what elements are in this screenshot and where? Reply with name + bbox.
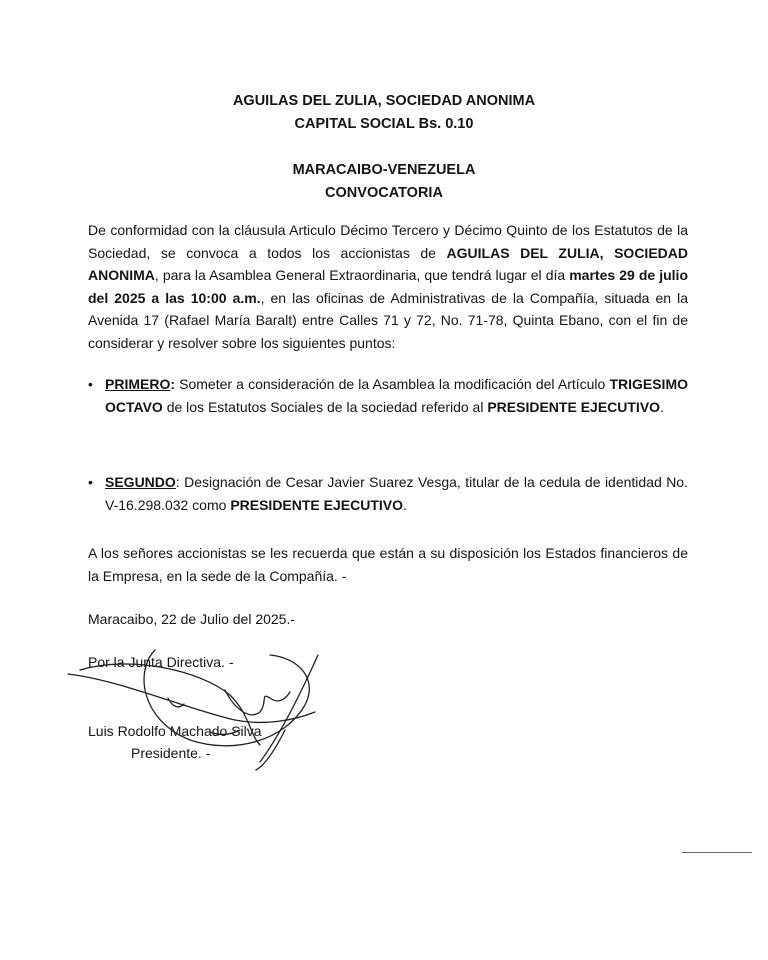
point-text-2: .	[403, 496, 407, 513]
signer-name: Luis Rodolfo Machado Silva	[88, 723, 262, 739]
intro-company-bold: AGUILAS DEL ZULIA, SOCIEDAD ANONIMA	[88, 244, 688, 283]
point-text-3: .	[660, 398, 664, 415]
point-label: PRIMERO	[105, 376, 171, 392]
capital-social: CAPITAL SOCIAL Bs. 0.10	[294, 116, 474, 132]
city-heading: MARACAIBO-VENEZUELA	[292, 162, 476, 178]
point-bold-1: PRESIDENTE EJECUTIVO	[230, 496, 404, 513]
intro-text-2: , para la Asamblea General Extraordinaria, que tendrá lugar el día	[154, 267, 570, 283]
board-line: Por la Junta Directiva. -	[88, 654, 234, 670]
point-label-sep: :	[170, 376, 176, 392]
document-title: CONVOCATORIA	[325, 185, 443, 201]
point-bold-2: PRESIDENTE EJECUTIVO	[487, 398, 661, 415]
point-text-2: de los Estatutos Sociales de la sociedad referido al	[162, 398, 488, 415]
point-bold-1: TRIGESIMO OCTAVO	[105, 376, 688, 415]
intro-text-3: , en las oficinas de Administrativas de la Compañía, situada en la Avenida 17 (Rafael María Baralt) entre Calles 71 y 72, No. 71-78, Quinta Ebano, con el fin de considerar y resolver sobre los siguientes puntos:	[88, 289, 688, 351]
company-name: AGUILAS DEL ZULIA, SOCIEDAD ANONIMA	[232, 93, 536, 109]
date-line: Maracaibo, 22 de Julio del 2025.-	[88, 611, 296, 627]
point-label: SEGUNDO	[105, 474, 176, 490]
point-text-1: Designación de Cesar Javier Suarez Vesga, titular de la cedula de identidad No. V-16.298.032 como	[105, 474, 688, 513]
point-text-1: Someter a consideración de la Asamblea la modificación del Artículo	[175, 376, 610, 392]
point-label-sep: :	[175, 474, 180, 490]
bullet-icon: •	[88, 376, 93, 392]
bullet-icon: •	[88, 474, 93, 490]
stray-line	[682, 852, 752, 853]
intro-paragraph	[88, 219, 688, 354]
intro-date-bold: martes 29 de julio del 2025 a las 10:00 a.m.	[88, 267, 688, 306]
handwritten-signature	[60, 640, 340, 780]
reminder-paragraph: A los señores accionistas se les recuerda que están a su disposición los Estados financieros de la Empresa, en la sede de la Compañía. -	[88, 545, 688, 584]
signer-role: Presidente. -	[131, 745, 211, 761]
intro-text-1: De conformidad con la cláusula Articulo Décimo Tercero y Décimo Quinto de los Estatutos de la Sociedad, se convoca a todos los accionistas de	[88, 222, 688, 261]
